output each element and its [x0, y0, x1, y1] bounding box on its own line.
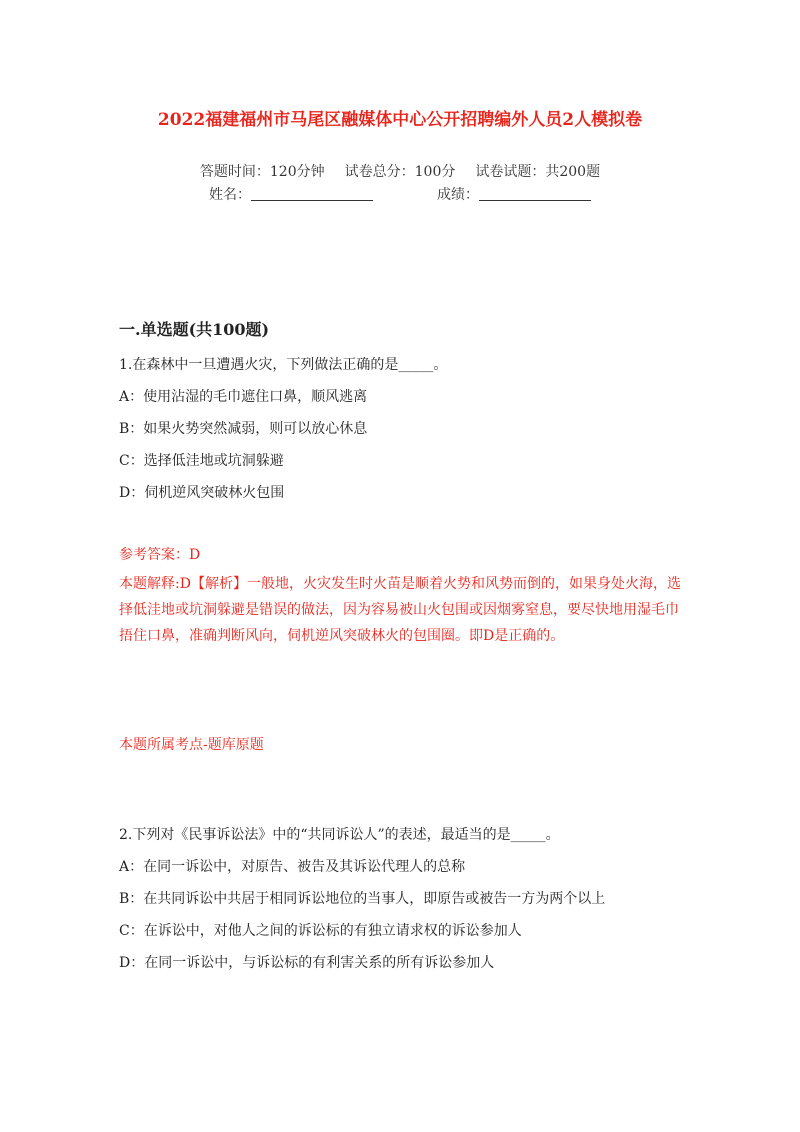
- question-option: D：在同一诉讼中，与诉讼标的有利害关系的所有诉讼参加人: [119, 955, 495, 971]
- question-option: D：伺机逆风突破林火包围: [119, 485, 285, 501]
- question-option: B：在共同诉讼中共居于相同诉讼地位的当事人，即原告或被告一方为两个以上: [119, 891, 606, 907]
- name-label: 姓名：: [209, 187, 251, 203]
- question-option: A：使用沾湿的毛巾遮住口鼻，顺风逃离: [119, 389, 368, 405]
- question-stem: 2.下列对《民事诉讼法》中的“共同诉讼人”的表述，最适当的是_____。: [119, 827, 560, 843]
- explanation-text: 本题解释:D【解析】一般地，火灾发生时火苗是顺着火势和风势而倒的，如果身处火海，选择低洼地或坑洞躲避是错误的做法，因为容易被山火包围或因烟雾窒息，要尽快地用湿毛巾捂住口鼻，准确判断风向，伺机逆风突破林火的包围圈。即D是正确的。: [119, 576, 681, 644]
- question-source: 本题所属考点-题库原题: [119, 737, 264, 753]
- exam-meta-row: [0, 161, 800, 181]
- question-stem: 1.在森林中一旦遭遇火灾，下列做法正确的是_____。: [119, 357, 448, 373]
- total-questions: 试卷试题：共200题: [475, 164, 601, 180]
- section-heading: 一.单选题(共100题): [119, 320, 270, 339]
- question-option: C：在诉讼中，对他人之间的诉讼标的有独立请求权的诉讼参加人: [119, 923, 522, 939]
- candidate-info-row: [0, 184, 800, 204]
- total-score: 试卷总分：100分: [344, 164, 456, 180]
- question-option: B：如果火势突然减弱，则可以放心休息: [119, 421, 368, 437]
- answer-text: 参考答案：D: [119, 547, 201, 563]
- score-label: 成绩：: [437, 187, 479, 203]
- question-option: A：在同一诉讼中，对原告、被告及其诉讼代理人的总称: [119, 859, 466, 875]
- exam-time: 答题时间：120分钟: [199, 164, 325, 180]
- name-blank: [251, 186, 373, 201]
- exam-title: 2022福建福州市马尾区融媒体中心公开招聘编外人员2人模拟卷: [157, 110, 643, 130]
- question-option: C：选择低洼地或坑洞躲避: [119, 453, 284, 469]
- score-blank: [479, 186, 591, 201]
